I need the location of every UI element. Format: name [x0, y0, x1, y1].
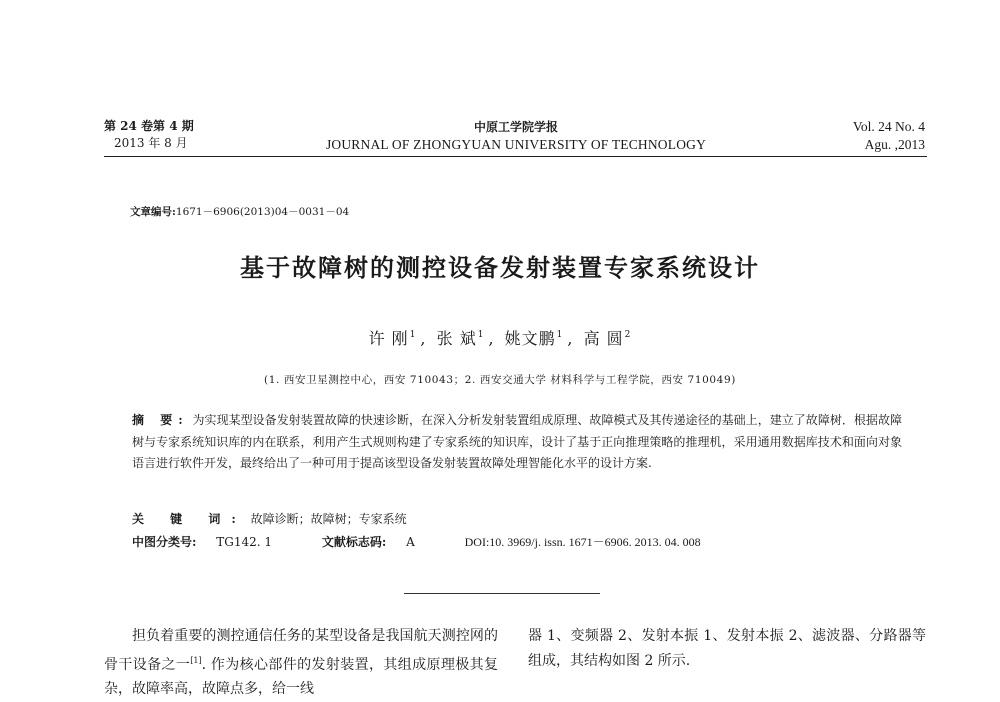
body-text-left-cont: . 作为核心部件的发射装置，其组成原理极其复杂，故障率高，故障点多，给一线 [104, 656, 498, 697]
author-affil-mark: 1 [409, 330, 417, 340]
author-affil-mark: 1 [477, 330, 485, 340]
author-affil-mark: 2 [624, 330, 632, 340]
article-number [130, 204, 349, 219]
keywords-text: 故障诊断；故障树；专家系统 [250, 512, 407, 526]
body-column-right: 器 1、变频器 2、发射本振 1、发射本振 2、滤波器、分路器等组成，其结构如图 2 所示. [528, 628, 926, 669]
citation-ref: [1] [190, 655, 202, 665]
author-name: 许 刚 [368, 329, 409, 348]
volume-issue: 第 24 卷第 4 期 [104, 119, 194, 133]
article-number-label: 文章编号: [130, 206, 176, 218]
issue-date-cn: 2013 年 8 月 [114, 136, 188, 150]
doc-code-value: A [406, 535, 415, 549]
affiliations: (1. 西安卫星测控中心，西安 710043；2. 西安交通大学 材料科学与工程学院，西安 710049) [264, 374, 736, 386]
issue-date-en: Agu. ,2013 [864, 137, 925, 152]
author-affil-mark: 1 [556, 330, 564, 340]
keywords-label: 关 键 词: [132, 512, 247, 526]
header-rule [104, 156, 927, 157]
keywords [132, 510, 407, 527]
author-name: 张 斌 [436, 329, 477, 348]
journal-name [300, 118, 732, 154]
journal-name-cn: 中原工学院学报 [473, 120, 558, 134]
section-divider [404, 593, 600, 594]
header-right [853, 118, 925, 154]
author-name: 姚文鹏 [504, 329, 556, 348]
abstract-label: 摘 要: [132, 413, 189, 427]
classification-line [132, 533, 701, 550]
author-separator: , [567, 329, 574, 348]
author-list [0, 326, 1000, 349]
author-separator: , [420, 329, 427, 348]
doc-code-label: 文献标志码: [321, 535, 387, 549]
paper-title: 基于故障树的测控设备发射装置专家系统设计 [240, 254, 760, 282]
journal-name-en: JOURNAL OF ZHONGYUAN UNIVERSITY OF TECHNOLOGY [325, 137, 707, 152]
author-separator: , [488, 329, 495, 348]
clc-value: TG142. 1 [216, 535, 273, 549]
abstract-text: 为实现某型设备发射装置故障的快速诊断，在深入分析发射装置组成原理、故障模式及其传递途径的基础上，建立了故障树．根据故障树与专家系统知识库的内在联系，利用产生式规则构建了专家系统的知识库，设计了基于正向推理策略的推理机，采用通用数据库技术和面向对象语言进行软件开发，最终给出了一种可用于提高该型设备发射装置故障处理智能化水平的设计方案. [132, 413, 902, 471]
header-left [104, 118, 194, 152]
abstract [132, 410, 902, 475]
clc-label: 中图分类号: [132, 535, 197, 549]
doi: DOI:10. 3969/j. issn. 1671－6906. 2013. 04. 008 [464, 535, 701, 549]
author-name: 高 圆 [583, 329, 624, 348]
body-column-left [104, 624, 498, 702]
article-number-value: 1671－6906(2013)04－0031－04 [175, 206, 350, 218]
vol-no: Vol. 24 No. 4 [852, 119, 925, 134]
body-text-left: 担负着重要的测控通信任务的某型设备是我国航天测控网的骨干设备之一 [104, 628, 498, 673]
